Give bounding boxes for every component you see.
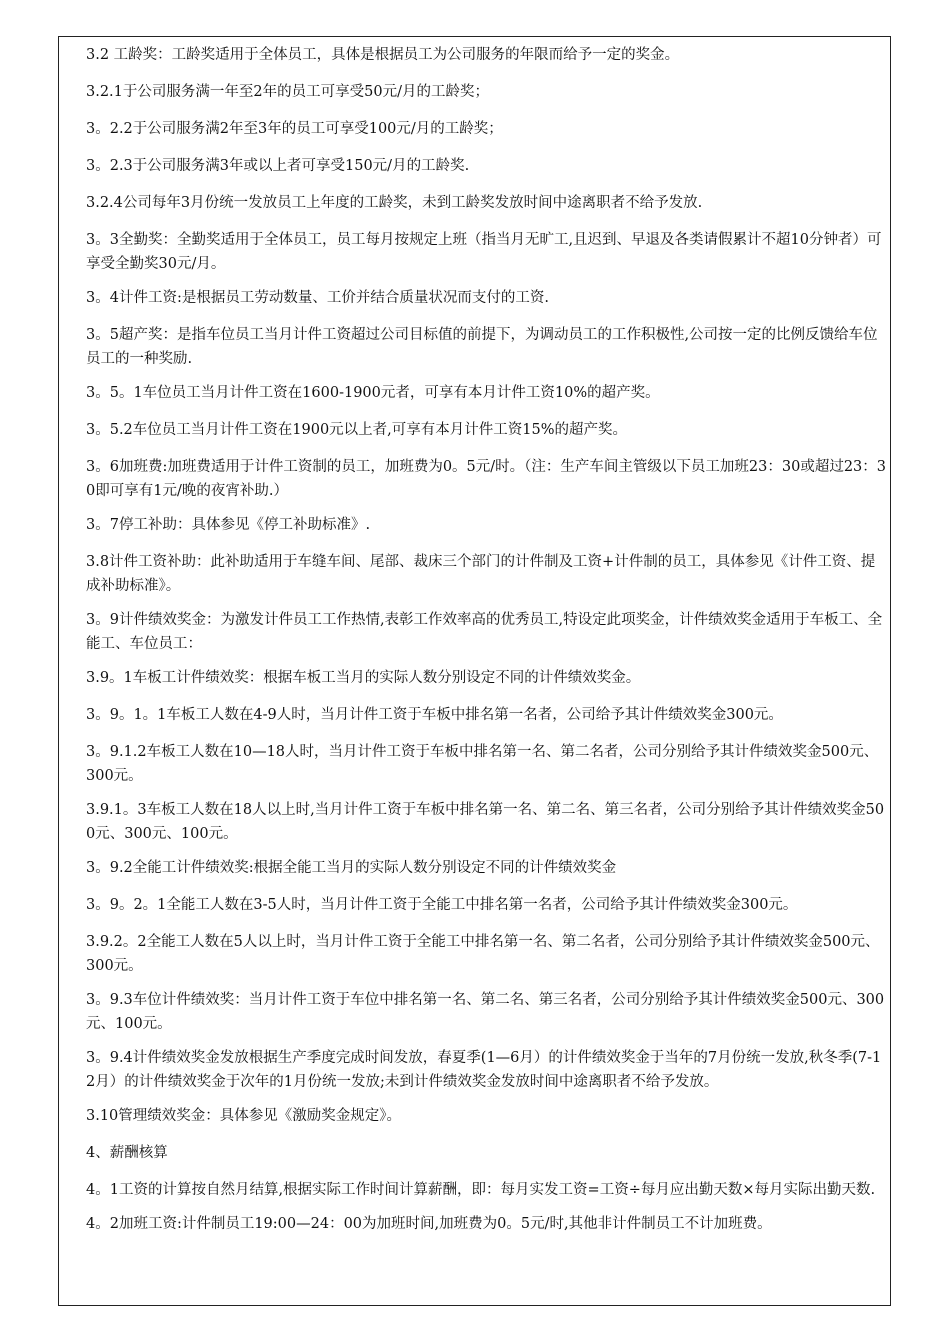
paragraph-3-4: 3。4计件工资:是根据员工劳动数量、工价并结合质量状况而支付的工资. xyxy=(86,290,549,306)
paragraph-3-9-1-1: 3。9。1。1车板工人数在4-9人时，当月计件工资于车板中排名第一名者，公司给予其计件绩效奖金300元。 xyxy=(86,707,783,723)
paragraph-3-5-1: 3。5。1车位员工当月计件工资在1600-1900元者，可享有本月计件工资10%的超产奖。 xyxy=(86,385,660,401)
paragraph-3-6: 3。6加班费:加班费适用于计件工资制的员工，加班费为0。5元/时。（注：生产车间主管级以下员工加班23：30或超过23：30即可享有1元/晚的夜宵补助.） xyxy=(86,459,886,499)
paragraph-4-2: 4。2加班工资:计件制员工19:00—24：00为加班时间,加班费为0。5元/时,其他非计件制员工不计加班费。 xyxy=(86,1216,772,1232)
paragraph-3-5: 3。5超产奖：是指车位员工当月计件工资超过公司目标值的前提下，为调动员工的工作积极性,公司按一定的比例反馈给车位员工的一种奖励. xyxy=(86,327,878,367)
document-frame xyxy=(58,36,891,1306)
paragraph-3-9-1-3: 3.9.1。3车板工人数在18人以上时,当月计件工资于车板中排名第一名、第二名、第三名者，公司分别给予其计件绩效奖金500元、300元、100元。 xyxy=(86,802,885,842)
paragraph-3-7: 3。7停工补助：具体参见《停工补助标准》. xyxy=(86,517,371,533)
paragraph-3-9-2: 3。9.2全能工计件绩效奖:根据全能工当月的实际人数分别设定不同的计件绩效奖金 xyxy=(86,860,617,876)
section-heading-4: 4、薪酬核算 xyxy=(86,1145,168,1161)
paragraph-3-9-1: 3.9。1车板工计件绩效奖：根据车板工当月的实际人数分别设定不同的计件绩效奖金。 xyxy=(86,670,641,686)
paragraph-3-9: 3。9计件绩效奖金：为激发计件员工工作热情,表彰工作效率高的优秀员工,特设定此项奖金，计件绩效奖金适用于车板工、全能工、车位员工： xyxy=(86,612,883,652)
paragraph-3-9-2-2: 3.9.2。2全能工人数在5人以上时，当月计件工资于全能工中排名第一名、第二名者，公司分别给予其计件绩效奖金500元、300元。 xyxy=(86,934,880,974)
paragraph-3-3: 3。3全勤奖：全勤奖适用于全体员工，员工每月按规定上班（指当月无旷工,且迟到、早退及各类请假累计不超10分钟者）可享受全勤奖30元/月。 xyxy=(86,232,882,272)
paragraph-3-2-2: 3。2.2于公司服务满2年至3年的员工可享受100元/月的工龄奖； xyxy=(86,121,503,137)
paragraph-3-5-2: 3。5.2车位员工当月计件工资在1900元以上者,可享有本月计件工资15%的超产奖。 xyxy=(86,422,628,438)
paragraph-3-2-3: 3。2.3于公司服务满3年或以上者可享受150元/月的工龄奖. xyxy=(86,158,470,174)
paragraph-3-8: 3.8计件工资补助：此补助适用于车缝车间、尾部、裁床三个部门的计件制及工资+计件制的员工，具体参见《计件工资、提成补助标准》。 xyxy=(86,554,876,594)
paragraph-3-9-4: 3。9.4计件绩效奖金发放根据生产季度完成时间发放，春夏季(1—6月）的计件绩效奖金于当年的7月份统一发放,秋冬季(7-12月）的计件绩效奖金于次年的1月份统一发放;未到计件绩效奖金发放时间中途离职者不给予发放。 xyxy=(86,1050,882,1090)
paragraph-3-2: 3.2 工龄奖：工龄奖适用于全体员工，具体是根据员工为公司服务的年限而给予一定的奖金。 xyxy=(86,47,680,63)
paragraph-3-10: 3.10管理绩效奖金：具体参见《激励奖金规定》。 xyxy=(86,1108,402,1124)
paragraph-3-2-4: 3.2.4公司每年3月份统一发放员工上年度的工龄奖，未到工龄奖发放时间中途离职者不给予发放. xyxy=(86,195,703,211)
paragraph-3-9-1-2: 3。9.1.2车板工人数在10—18人时，当月计件工资于车板中排名第一名、第二名者，公司分别给予其计件绩效奖金500元、300元。 xyxy=(86,744,879,784)
paragraph-3-2-1: 3.2.1于公司服务满一年至2年的员工可享受50元/月的工龄奖； xyxy=(86,84,489,100)
paragraph-3-9-2-1: 3。9。2。1全能工人数在3-5人时，当月计件工资于全能工中排名第一名者，公司给予其计件绩效奖金300元。 xyxy=(86,897,798,913)
document-body xyxy=(86,43,886,1249)
paragraph-3-9-3: 3。9.3车位计件绩效奖：当月计件工资于车位中排名第一名、第二名、第三名者，公司分别给予其计件绩效奖金500元、300元、100元。 xyxy=(86,992,885,1032)
paragraph-4-1: 4。1工资的计算按自然月结算,根据实际工作时间计算薪酬，即：每月实发工资=工资÷每月应出勤天数×每月实际出勤天数. xyxy=(86,1182,876,1198)
